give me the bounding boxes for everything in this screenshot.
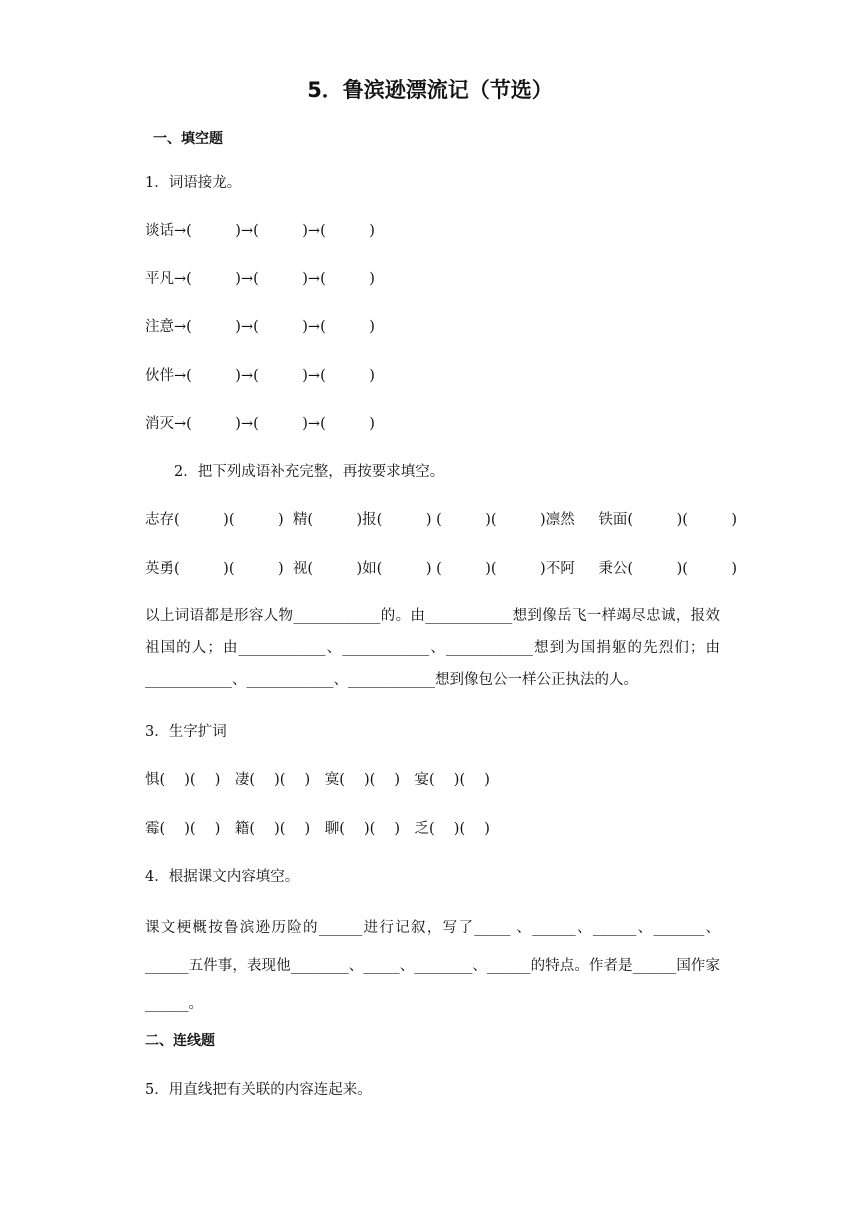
idiom-row: 英勇( )( ) 视( )如( ) ( )( )不阿 秉公( )( ) xyxy=(145,561,738,577)
question-5-prompt: 5．用直线把有关联的内容连起来。 xyxy=(145,1082,372,1098)
word-chain-row: 谈话→( )→( )→( ) xyxy=(145,223,375,239)
question-4-prompt: 4．根据课文内容填空。 xyxy=(145,869,300,885)
word-chain-row: 消灭→( )→( )→( ) xyxy=(145,416,375,432)
page-title: 5．鲁滨逊漂流记（节选） xyxy=(307,78,553,102)
idiom-row: 志存( )( ) 精( )报( ) ( )( )凛然 铁面( )( ) xyxy=(145,512,738,528)
question-2-paragraph: 以上词语都是形容人物____________的。由____________想到像岳飞一样竭尽忠诚，报效祖国的人；由____________、____________、____________想到为国捐躯的先烈们；由____________、____________、____________想到像包公一样公正执法的人。 xyxy=(145,608,720,688)
section-heading-fill-blank: 一、填空题 xyxy=(153,131,223,147)
character-expansion-row: 霉( )( ) 籍( )( ) 聊( )( ) 乏( )( ) xyxy=(145,821,490,837)
section-heading-matching: 二、连线题 xyxy=(145,1033,215,1049)
question-1-prompt: 1．词语接龙。 xyxy=(145,175,242,191)
word-chain-row: 注意→( )→( )→( ) xyxy=(145,319,375,335)
word-chain-row: 伙伴→( )→( )→( ) xyxy=(145,368,375,384)
question-3-prompt: 3．生字扩词 xyxy=(145,724,227,740)
character-expansion-row: 惧( )( ) 凄( )( ) 寞( )( ) 宴( )( ) xyxy=(145,772,490,788)
word-chain-row: 平凡→( )→( )→( ) xyxy=(145,271,375,287)
question-4-paragraph: 课文梗概按鲁滨逊历险的______进行记叙，写了_____ 、______、______、_______、______五件事，表现他________、_____、________、______的特点。作者是______国作家______。 xyxy=(145,920,720,1012)
question-2-prompt: 2．把下列成语补充完整，再按要求填空。 xyxy=(174,464,445,480)
